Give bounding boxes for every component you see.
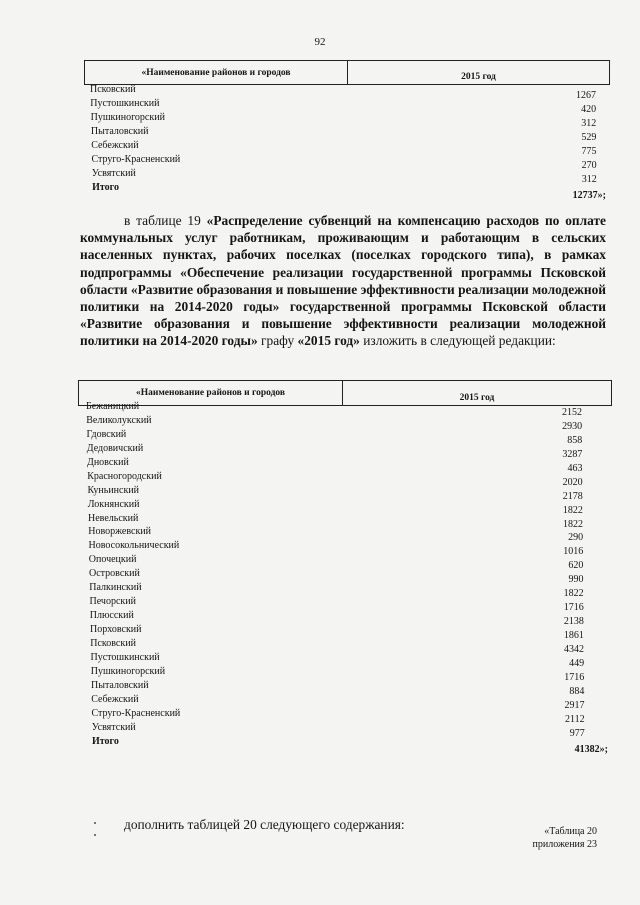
table-row [86, 707, 608, 725]
paragraph-mid: графу [257, 333, 298, 349]
scan-speck [94, 822, 96, 824]
district-value: 2138 [563, 616, 584, 628]
district-name: Пыталовский [91, 679, 149, 691]
district-name: Бежаницкий [86, 401, 140, 412]
district-value: 2112 [565, 713, 585, 725]
table-row [90, 97, 606, 115]
district-value: 2152 [562, 407, 582, 418]
district-value: 977 [569, 727, 585, 739]
district-value: 420 [581, 103, 597, 115]
paragraph-title: «Распределение субвенций на компенсацию расходов по оплате коммунальных услуг работникам, проживающим и работающим в сельских населенных пунктах, рабочих поселках (поселках городского типа), в рамках подпрограммы «Обеспечение реализации государственной программы Псковской области «Развитие образования и повышение эффективности реализации молодежной политики на 2014-2020 годы» государственной программы Псковской области «Развитие образования и повышение эффективности реализации молодежной политики на 2014-2020 годы» [80, 213, 607, 349]
table-row [86, 540, 608, 558]
district-value: 4342 [564, 643, 585, 655]
district-name: Опочецкий [88, 554, 137, 566]
district-name: Себежский [91, 139, 139, 151]
table-row [86, 693, 608, 711]
table1-header-col-year: 2015 год [461, 72, 496, 82]
table-reference-line1: «Таблица 20 [544, 826, 597, 837]
district-name: Гдовский [86, 428, 127, 440]
district-name: Новоржевский [88, 526, 152, 538]
table-row [86, 651, 608, 669]
district-value: 3287 [562, 448, 583, 460]
district-name: Усвятский [91, 167, 136, 179]
district-name: Красногородский [87, 470, 162, 482]
district-value: 290 [568, 532, 584, 544]
district-value: 1716 [563, 602, 584, 614]
total-value: 41382»; [574, 743, 608, 755]
district-name: Струго-Красненский [91, 153, 181, 165]
district-value: 312 [581, 117, 597, 129]
paragraph-add-table: дополнить таблицей 20 следующего содержания: [124, 817, 405, 832]
district-name: Псковский [90, 637, 136, 649]
district-name: Порховский [90, 624, 142, 635]
district-value: 449 [569, 657, 585, 669]
table-row [90, 153, 606, 171]
district-name: Струго-Красненский [91, 707, 181, 719]
table-row [86, 679, 608, 697]
district-name: Локнянский [87, 498, 140, 510]
table-reference [533, 826, 597, 851]
district-value: 2178 [562, 490, 583, 502]
district-name: Псковский [90, 84, 136, 95]
amendment-paragraph [80, 212, 606, 350]
district-name: Дедовичский [86, 442, 144, 454]
table-row [90, 167, 606, 185]
table-row [86, 624, 608, 641]
table2-body [86, 401, 608, 755]
district-value: 312 [581, 173, 597, 185]
total-row [90, 181, 606, 201]
table-row [86, 554, 608, 572]
table-row [86, 484, 608, 502]
table-row [86, 596, 608, 614]
table1-header-col-name: «Наименование районов и городов [85, 61, 348, 84]
district-name: Пыталовский [90, 125, 149, 137]
district-name: Плюсский [89, 610, 134, 622]
district-name: Пустошкинский [90, 97, 160, 109]
table-row [86, 456, 608, 474]
table-row [86, 721, 608, 739]
table-row [86, 526, 608, 544]
district-name: Великолукский [86, 414, 152, 426]
district-value: 2930 [562, 420, 583, 432]
district-name: Пушкиногорский [90, 111, 165, 123]
district-value: 775 [581, 145, 597, 157]
table-row [86, 498, 608, 516]
page-number: 92 [314, 36, 326, 48]
table-row [86, 568, 608, 586]
district-value: 463 [567, 462, 583, 474]
table-row [90, 139, 606, 157]
table-row [86, 665, 608, 683]
district-value: 990 [568, 574, 584, 586]
total-value: 12737»; [572, 189, 606, 201]
table-row [86, 582, 608, 600]
table-row [90, 111, 606, 129]
table-row [90, 84, 606, 101]
table-row [86, 428, 608, 446]
table-row [90, 125, 606, 143]
table1-header [84, 60, 610, 85]
paragraph-tail: изложить в следующей редакции: [359, 333, 556, 349]
paragraph-lead: в таблице 19 [124, 213, 207, 228]
district-value: 1822 [562, 518, 583, 530]
scan-speck [94, 834, 96, 836]
district-name: Дновский [87, 456, 129, 468]
table-row [86, 610, 608, 628]
district-value: 1822 [562, 504, 583, 516]
table-row [86, 470, 608, 488]
district-value: 1861 [563, 630, 584, 641]
district-value: 529 [581, 131, 597, 143]
district-name: Палкинский [89, 582, 142, 594]
district-value: 1016 [563, 546, 584, 558]
table2-header-col-year: 2015 год [459, 393, 495, 403]
table-row [86, 637, 608, 655]
district-name: Новосокольнический [88, 540, 180, 552]
district-value: 1716 [564, 671, 585, 683]
district-value: 858 [567, 434, 583, 446]
paragraph-column-name: «2015 год» [297, 333, 360, 349]
district-name: Пушкиногорский [90, 665, 166, 677]
total-label: Итого [92, 735, 119, 747]
district-value: 1267 [576, 90, 596, 101]
table-row [86, 401, 608, 418]
district-name: Печорский [89, 596, 136, 608]
district-value: 2917 [564, 699, 585, 711]
district-name: Островский [89, 568, 140, 580]
table1-body [90, 84, 606, 201]
district-value: 1822 [563, 588, 584, 600]
table2-header-col-name: «Наименование районов и городов [79, 381, 343, 405]
district-name: Невельский [88, 512, 139, 524]
total-label: Итого [92, 181, 119, 193]
district-name: Пустошкинский [90, 651, 160, 663]
district-value: 884 [569, 685, 585, 697]
district-name: Себежский [91, 693, 139, 705]
table-row [86, 512, 608, 530]
table-reference-line2: приложения 23 [532, 838, 597, 850]
district-name: Усвятский [91, 721, 136, 733]
total-row [86, 735, 608, 755]
district-value: 620 [568, 560, 584, 572]
table-row [86, 414, 608, 432]
district-name: Куньинский [87, 484, 140, 496]
district-value: 270 [581, 159, 597, 171]
table-row [86, 442, 608, 460]
district-value: 2020 [562, 476, 583, 488]
